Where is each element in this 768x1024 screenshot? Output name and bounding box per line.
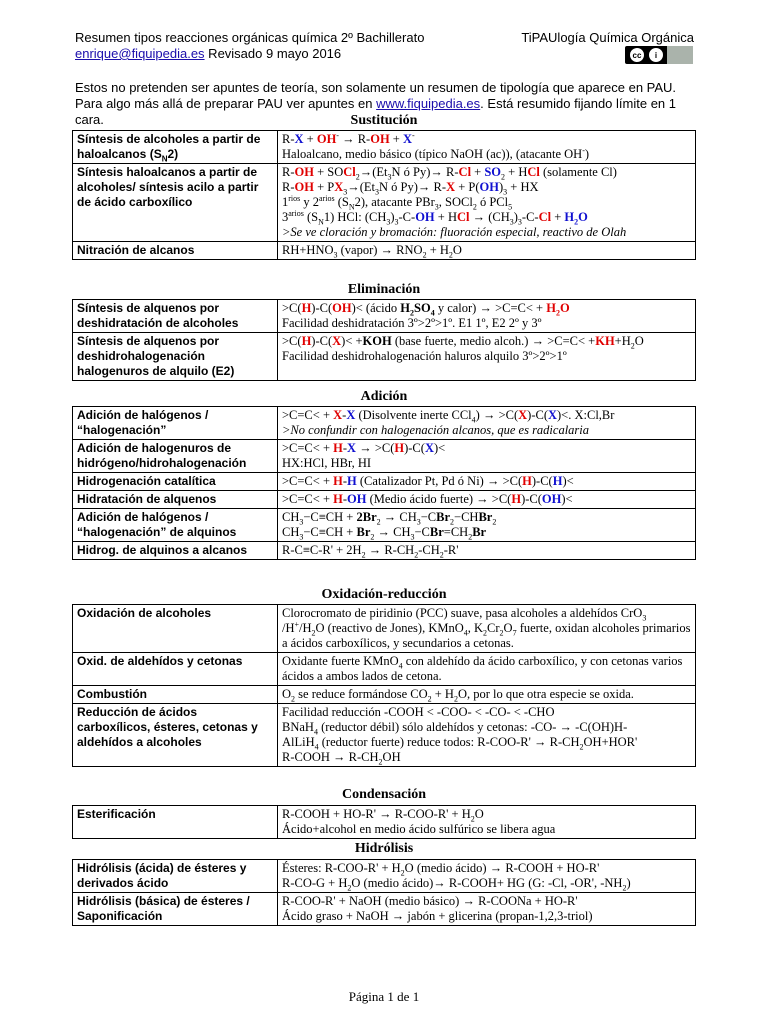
header-right-title: TiPAUlogía Química Orgánica <box>521 30 694 45</box>
reaction-desc: >C(H)-C(OH)< (ácido $H_2SO_4$ y calor) → $>C=C< + H_2O$ Facilidad deshidratación 3º>2º>1º. E1 1º, E2 2º y 3º <box>278 300 696 333</box>
reaction-name: Síntesis de alquenos por deshidratación de alcoholes <box>73 300 278 333</box>
reaction-name: Oxid. de aldehídos y cetonas <box>73 653 278 686</box>
reaction-name: Hidrólisis (básica) de ésteres / Saponificación <box>73 893 278 926</box>
table-row <box>73 440 696 473</box>
section-title-adicion: Adición <box>360 389 408 404</box>
table-row <box>73 473 696 491</box>
table-row <box>73 893 696 926</box>
intro-text: Estos no pretenden ser apuntes de teoría, son solamente un resumen de tipología que aparece en PAU. Para algo más allá de preparar PAU ver apuntes en <box>75 80 677 111</box>
page-footer: Página 1 de 1 <box>348 989 420 1004</box>
reaction-desc: >C=C< + H-OH (Medio ácido fuerte) → >C(H)-C(OH)< <box>278 491 696 509</box>
by-icon: i <box>648 47 664 63</box>
table-row <box>73 131 696 164</box>
table-row <box>73 491 696 509</box>
table-row <box>73 686 696 704</box>
reaction-desc: $RH+HNO_3$ (vapor) → $RNO_2 + H_2O$ <box>278 242 696 260</box>
section-title-eliminacion: Eliminación <box>347 282 421 297</box>
cc-license-icon <box>625 46 693 64</box>
section-title-sustitucion: Sustitución <box>350 113 418 128</box>
table-row <box>73 407 696 440</box>
reaction-name: Oxidación de alcoholes <box>73 605 278 653</box>
reaction-desc: $O_2$ se reduce formándose $CO_2 + H_2O$, por lo que otra especie se oxida. <box>278 686 696 704</box>
reaction-desc: >C=C< + H-X → >C(H)-C(X)< HX:HCl, HBr, HI <box>278 440 696 473</box>
table-oxred <box>72 604 696 767</box>
reaction-desc: >C=C< + H-H (Catalizador Pt, Pd ó Ni) → >C(H)-C(H)< <box>278 473 696 491</box>
reaction-name: Combustión <box>73 686 278 704</box>
reaction-name: Síntesis de alquenos por deshidrohalogenación halogenuros de alquilo (E2) <box>73 333 278 381</box>
header-meta <box>75 46 341 62</box>
reaction-desc: $R-C\equiv C-R' + 2H_2 \to R-CH_2-CH_2-R'$ <box>278 542 696 560</box>
reaction-name: Hidrog. de alquinos a alcanos <box>73 542 278 560</box>
cc-icon: cc <box>629 47 645 63</box>
table-row <box>73 860 696 893</box>
table-eliminacion <box>72 299 696 381</box>
table-row <box>73 333 696 381</box>
reaction-desc: R-COOH + $HO-R' \to R-COO-R' + H_2O$ Ácido+alcohol en medio ácido sulfúrico se libera agua <box>278 806 696 839</box>
license-bar <box>667 46 693 64</box>
table-row <box>73 164 696 242</box>
reaction-desc: $CH_3-C\equiv CH + 2Br_2$ → $CH_3-CBr_2-CHBr_2$ $CH_3-C\equiv CH + Br_2 \to CH_3-CBr=CH_2Br$ <box>278 509 696 542</box>
email-link[interactable]: enrique@fiquipedia.es <box>75 46 205 61</box>
table-adicion <box>72 406 696 560</box>
reaction-desc: Clorocromato de piridinio (PCC) suave, pasa alcoholes a aldehídos CrO$_3$ $/H^+/H_2O$ (reactivo de Jones), KMnO$_4$, $K_2Cr_2O_7$ fuerte, oxidan alcoholes primarios a ácidos carboxílicos, y secundarios a cetonas. <box>278 605 696 653</box>
section-title-condensacion: Condensación <box>341 787 427 802</box>
table-hidrolisis <box>72 859 696 926</box>
table-row <box>73 542 696 560</box>
reaction-desc: >C=C< + X-X (Disolvente inerte CCl$_4$) → >C(X)-C(X)<. X:Cl,Br >No confundir con halogenación alcanos, que es radicalaria <box>278 407 696 440</box>
intro-text-end: . Está resumido fijando límite en 1 cara. <box>75 96 676 127</box>
table-row <box>73 704 696 767</box>
table-row <box>73 806 696 839</box>
reaction-name: Hidrogenación catalítica <box>73 473 278 491</box>
reaction-name: Reducción de ácidos carboxílicos, ésteres, cetonas y aldehídos a alcoholes <box>73 704 278 767</box>
reaction-desc: >C(H)-C(X)< +KOH (base fuerte, medio alcoh.) → $>C=C< +KH+H_2O$ Facilidad deshidrohalogenación haluros alquilo 3º>2º>1º <box>278 333 696 381</box>
section-title-hidrolisis: Hidrólisis <box>354 841 414 856</box>
reaction-name: Adición de halógenos / “halogenación” de alquinos <box>73 509 278 542</box>
reaction-desc: Ésteres: $R-COO-R' + H_2O$ (medio ácido) → R-COOH + HO-R' $R-CO-G + H_2O$ (medio ácido)→ R-COOH+ HG (G: -Cl, -OR', $-NH_2$) <box>278 860 696 893</box>
reaction-desc: Facilidad reducción -COOH < -COO- < -CO- < -CHO BNaH$_4$ (reductor débil) sólo aldehídos y cetonas: -CO- → -C(OH)H- AlLiH$_4$ (reductor fuerte) reduce todos: $R-COO-R' \to R-CH_2OH+HOR'$ R-COOH → $R-CH_2OH$ <box>278 704 696 767</box>
reaction-desc: Oxidante fuerte KMnO$_4$ con aldehído da ácido carboxílico, y con cetonas varios ácidos a ambos lados de cetona. <box>278 653 696 686</box>
reaction-name: Hidratación de alquenos <box>73 491 278 509</box>
table-row <box>73 653 696 686</box>
table-row <box>73 605 696 653</box>
reaction-desc: $R-OH + SOCl_2\to(Et_3N$ ó $Py)\to R-Cl + SO_2$ + HCl (solamente Cl) $R-OH + PX_3\to(Et_3N$ ó $Py)\to R-X + P(OH)_3$ + HX $1^{rios}$ y $2^{arios}$ $(S_N2)$, atacante PBr$_3$, SOCl$_2$ ó PCl$_5$ $3^{arios}$ $(S_N1)$ HCl: $(CH_3)_3-C-OH$ + HCl → $(CH_3)_3-C-Cl + H_2O$ >Se ve cloración y bromación: fluoración especial, reactivo de Olah <box>278 164 696 242</box>
reaction-name: Nitración de alcanos <box>73 242 278 260</box>
table-row <box>73 242 696 260</box>
table-condensacion <box>72 805 696 839</box>
reaction-name: Esterificación <box>73 806 278 839</box>
section-title-oxred: Oxidación-reducción <box>321 587 447 602</box>
fiquipedia-link[interactable]: www.fiquipedia.es <box>376 96 481 111</box>
revised-date: Revisado 9 mayo 2016 <box>204 46 342 61</box>
reaction-desc: R-COO-R' + NaOH (medio básico) → R-COONa + HO-R' Ácido graso + NaOH → jabón + glicerina (propan-1,2,3-triol) <box>278 893 696 926</box>
reaction-desc: R-X + OH- → R-OH + X- Haloalcano, medio básico (típico NaOH (ac)), (atacante OH-) <box>278 131 696 164</box>
table-row <box>73 509 696 542</box>
reaction-name: Adición de halogenuros de hidrógeno/hidrohalogenación <box>73 440 278 473</box>
reaction-name: Adición de halógenos / “halogenación” <box>73 407 278 440</box>
reaction-name: Hidrólisis (ácida) de ésteres y derivados ácido <box>73 860 278 893</box>
reaction-name: Síntesis haloalcanos a partir de alcoholes/ síntesis acilo a partir de ácido carboxílico <box>73 164 278 242</box>
table-sustitucion <box>72 130 696 260</box>
reaction-name: Síntesis de alcoholes a partir de haloalcanos $(S_N2)$ <box>73 131 278 164</box>
table-row <box>73 300 696 333</box>
header-title: Resumen tipos reacciones orgánicas química 2º Bachillerato <box>75 30 425 45</box>
